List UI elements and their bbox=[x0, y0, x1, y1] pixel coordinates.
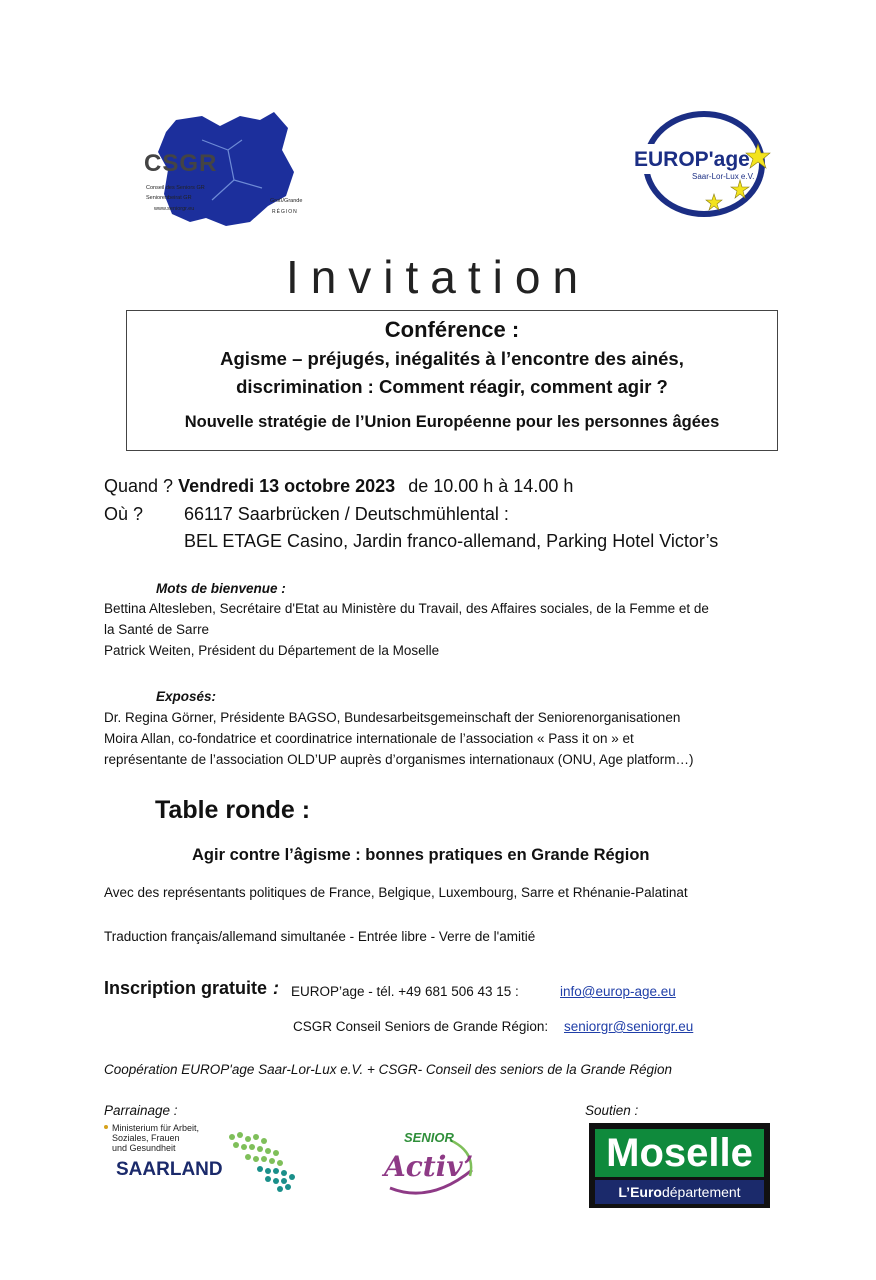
roundtable-extras: Traduction français/allemand simultanée - Entrée libre - Verre de l'amitié bbox=[104, 929, 536, 944]
when-time: de 10.00 h à 14.00 h bbox=[408, 476, 574, 496]
welcome-line3: Patrick Weiten, Président du Département de la Moselle bbox=[104, 643, 440, 658]
soutien-label: Soutien : bbox=[585, 1103, 639, 1118]
conference-heading: Conférence : bbox=[384, 317, 520, 342]
page-title: Invitation bbox=[285, 251, 591, 303]
senior-activ-logo bbox=[380, 1128, 480, 1202]
saarland-name: SAARLAND bbox=[116, 1159, 223, 1180]
saarland-line2: Soziales, Frauen bbox=[112, 1133, 180, 1143]
where-line1: 66117 Saarbrücken / Deutschmühlental : bbox=[184, 504, 509, 524]
talks-heading: Exposés: bbox=[156, 689, 217, 704]
parrainage-label: Parrainage : bbox=[104, 1103, 178, 1118]
moselle-logo bbox=[589, 1123, 770, 1208]
europ-email-link[interactable]: info@europ-age.eu bbox=[560, 984, 676, 999]
talks-line2: Moira Allan, co-fondatrice et coordinatrice internationale de l’association « Pass it on » et bbox=[104, 731, 634, 746]
conference-line2: discrimination : Comment réagir, comment agir ? bbox=[236, 376, 668, 397]
saarland-logo bbox=[104, 1123, 304, 1201]
csgr-logo-name: CSGR bbox=[144, 150, 218, 177]
europ-logo-sub: Saar-Lor-Lux e.V. bbox=[692, 172, 755, 181]
welcome-line1: Bettina Altesleben, Secrétaire d'Etat au Ministère du Travail, des Affaires sociales, de la Femme et de bbox=[104, 601, 709, 616]
registration-colon: : bbox=[273, 978, 279, 998]
europ-logo-name: EUROP'age bbox=[634, 148, 750, 171]
csgr-logo bbox=[142, 110, 302, 228]
conference-note: Nouvelle stratégie de l’Union Européenne pour les personnes âgées bbox=[184, 413, 720, 431]
saarland-dot-icon bbox=[104, 1125, 108, 1129]
roundtable-heading: Table ronde : bbox=[155, 796, 311, 824]
senior-top: SENIOR bbox=[404, 1130, 454, 1145]
conference-box bbox=[126, 310, 778, 451]
moselle-subtitle bbox=[595, 1180, 764, 1204]
csgr-logo-line1: Conseil des Seniors GR bbox=[146, 185, 205, 191]
moselle-sub-rest: département bbox=[661, 1184, 741, 1200]
saarland-dots-icon bbox=[224, 1127, 302, 1193]
csgr-logo-line2: Seniorenbeirat GR bbox=[146, 195, 192, 201]
saarland-line3: und Gesundheit bbox=[112, 1143, 176, 1153]
moselle-name: Moselle bbox=[606, 1131, 753, 1175]
csgr-email-link[interactable]: seniorgr@seniorgr.eu bbox=[564, 1019, 694, 1034]
conference-line1: Agisme – préjugés, inégalités à l’encontre des ainés, bbox=[220, 348, 684, 369]
welcome-line2: la Santé de Sarre bbox=[104, 622, 210, 637]
csgr-logo-url: www.seniorgr.eu bbox=[154, 206, 195, 212]
when-date: Vendredi 13 octobre 2023 bbox=[178, 476, 396, 496]
senior-bottom: Activ’ bbox=[384, 1150, 474, 1183]
europ-age-logo bbox=[632, 108, 774, 220]
cooperation-text: Coopération EUROP'age Saar-Lor-Lux e.V. + CSGR- Conseil des seniors de la Grande Région bbox=[104, 1062, 673, 1077]
csgr-logo-region1: Groß/Grande bbox=[270, 198, 303, 204]
roundtable-reps: Avec des représentants politiques de France, Belgique, Luxembourg, Sarre et Rhénanie-Palatinat bbox=[104, 885, 688, 900]
when-label: Quand ? bbox=[104, 476, 174, 496]
talks-line1: Dr. Regina Görner, Présidente BAGSO, Bundesarbeitsgemeinschaft der Seniorenorganisationen bbox=[104, 710, 681, 725]
saarland-line1: Ministerium für Arbeit, bbox=[112, 1123, 200, 1133]
welcome-heading: Mots de bienvenue : bbox=[156, 581, 286, 596]
where-line2: BEL ETAGE Casino, Jardin franco-allemand, Parking Hotel Victor’s bbox=[184, 531, 719, 551]
registration-csgr-text: CSGR Conseil Seniors de Grande Région: bbox=[293, 1019, 549, 1034]
moselle-sub-bold: L’Euro bbox=[618, 1184, 662, 1200]
registration-europ-text: EUROP’age - tél. +49 681 506 43 15 : bbox=[291, 984, 519, 999]
where-label: Où ? bbox=[104, 504, 144, 524]
roundtable-subtitle: Agir contre l’âgisme : bonnes pratiques en Grande Région bbox=[192, 846, 650, 864]
when-row bbox=[104, 476, 573, 497]
csgr-logo-region2: RÉGION bbox=[272, 209, 298, 215]
registration-label: Inscription gratuite bbox=[104, 978, 268, 998]
talks-line3: représentante de l’association OLD’UP auprès d’organismes internationaux (ONU, Age platform…) bbox=[104, 752, 694, 767]
